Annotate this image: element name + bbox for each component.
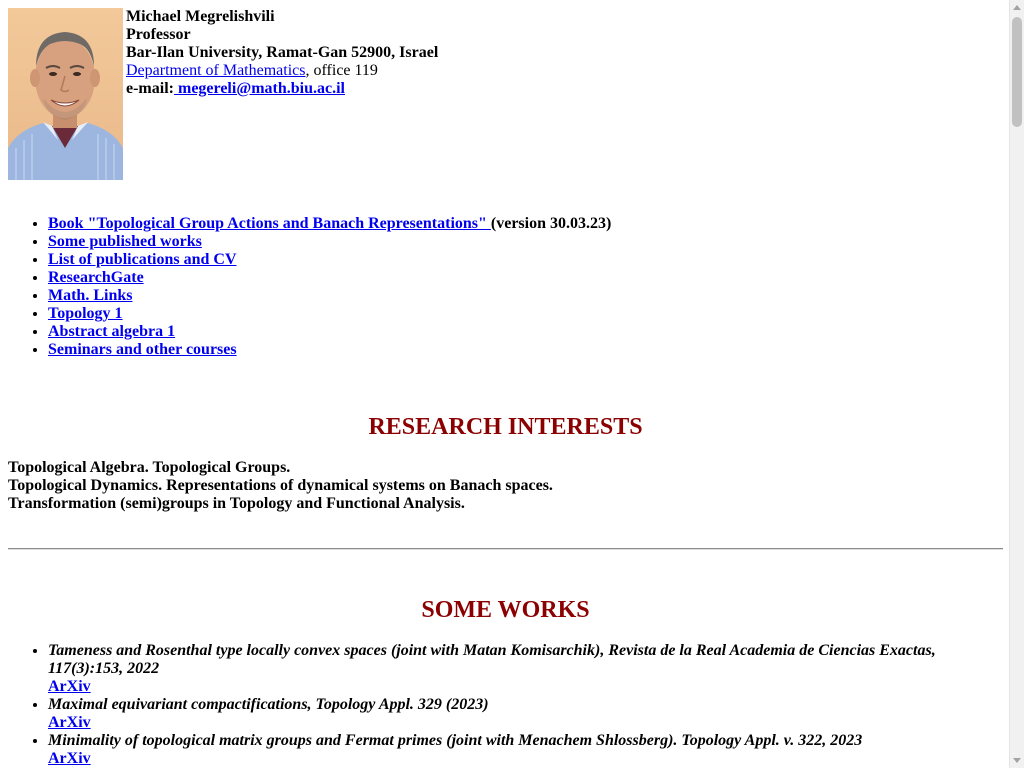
email-link[interactable]: megereli@math.biu.ac.il bbox=[173, 80, 345, 97]
office-text: , office 119 bbox=[305, 62, 378, 79]
scrollbar-thumb[interactable] bbox=[1012, 17, 1022, 127]
nav-link-math-links[interactable]: Math. Links bbox=[48, 287, 133, 304]
nav-link-researchgate[interactable]: ResearchGate bbox=[48, 269, 144, 286]
nav-link-publications-cv[interactable]: List of publications and CV bbox=[48, 251, 237, 268]
some-works-heading: SOME WORKS bbox=[421, 597, 590, 623]
nav-item-book bbox=[48, 215, 1003, 233]
research-line: Topological Algebra. Topological Groups. bbox=[8, 459, 291, 476]
research-interests-text bbox=[8, 459, 1003, 513]
scroll-down-arrow-icon[interactable] bbox=[1013, 758, 1021, 763]
work-citation: Tameness and Rosenthal type locally convex spaces (joint with Matan Komisarchik), Revista de la Real Academia de Ciencias Exactas, 117(3):153, 2022 bbox=[48, 642, 936, 677]
nav-item bbox=[48, 287, 1003, 305]
nav-item bbox=[48, 305, 1003, 323]
profile-affiliation: Bar-Ilan University, Ramat-Gan 52900, Israel bbox=[126, 44, 439, 61]
vertical-scrollbar[interactable] bbox=[1009, 0, 1024, 768]
nav-link-abstract-algebra-1[interactable]: Abstract algebra 1 bbox=[48, 323, 176, 340]
work-citation: Minimality of topological matrix groups and Fermat primes (joint with Menachem Shlossberg). Topology Appl. v. 322, 2023 bbox=[48, 732, 863, 749]
work-item bbox=[48, 732, 1003, 768]
divider bbox=[8, 548, 1003, 550]
nav-item bbox=[48, 323, 1003, 341]
nav-item bbox=[48, 269, 1003, 287]
book-link[interactable]: Book "Topological Group Actions and Banach Representations" bbox=[48, 215, 491, 232]
profile-department bbox=[126, 62, 438, 80]
profile-info bbox=[126, 8, 438, 98]
book-version: (version 30.03.23) bbox=[490, 215, 612, 232]
arxiv-link[interactable]: ArXiv bbox=[48, 678, 91, 695]
arxiv-link[interactable]: ArXiv bbox=[48, 714, 91, 731]
profile-photo bbox=[8, 8, 123, 180]
nav-link-published-works[interactable]: Some published works bbox=[48, 233, 202, 250]
page bbox=[8, 8, 1003, 768]
nav-link-seminars[interactable]: Seminars and other courses bbox=[48, 341, 237, 358]
research-interests-heading: RESEARCH INTERESTS bbox=[368, 414, 643, 440]
research-line: Topological Dynamics. Representations of dynamical systems on Banach spaces. bbox=[8, 477, 553, 494]
profile-header bbox=[8, 8, 1003, 180]
profile-name: Michael Megrelishvili bbox=[126, 8, 275, 25]
profile-title: Professor bbox=[126, 26, 191, 43]
nav-item bbox=[48, 233, 1003, 251]
nav-item bbox=[48, 251, 1003, 269]
profile-email bbox=[126, 80, 438, 98]
email-label: e-mail: bbox=[126, 80, 174, 97]
portrait-image bbox=[8, 8, 123, 180]
nav-item bbox=[48, 341, 1003, 359]
department-link[interactable]: Department of Mathematics bbox=[126, 62, 306, 79]
arxiv-link[interactable]: ArXiv bbox=[48, 750, 91, 767]
work-item bbox=[48, 642, 1003, 696]
works-list bbox=[8, 642, 1003, 768]
work-item bbox=[48, 696, 1003, 732]
scroll-up-arrow-icon[interactable] bbox=[1013, 5, 1021, 10]
nav-link-topology-1[interactable]: Topology 1 bbox=[48, 305, 123, 322]
research-line: Transformation (semi)groups in Topology and Functional Analysis. bbox=[8, 495, 465, 512]
nav-list bbox=[8, 215, 1003, 359]
work-citation: Maximal equivariant compactifications, Topology Appl. 329 (2023) bbox=[48, 696, 489, 713]
